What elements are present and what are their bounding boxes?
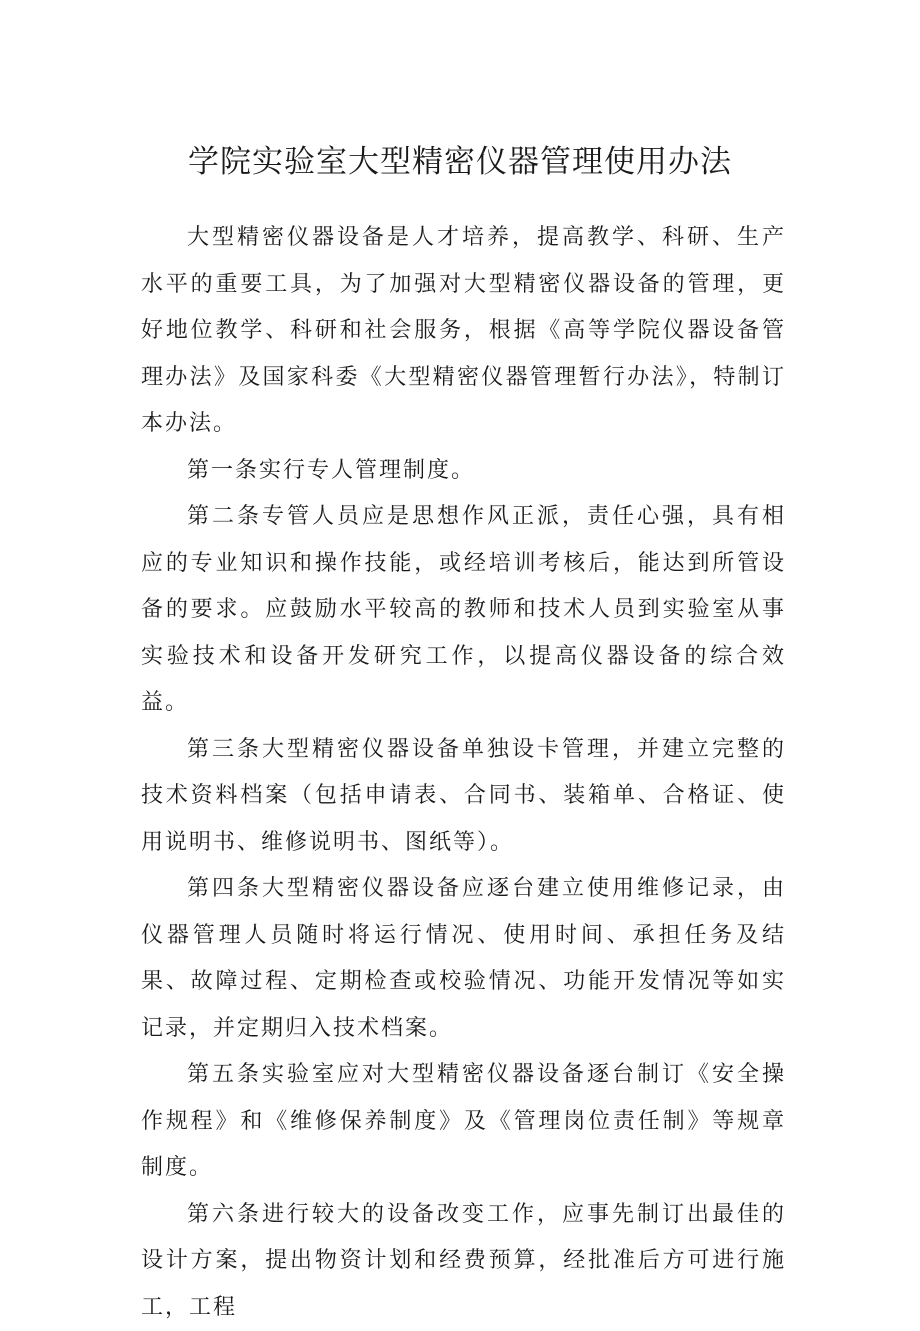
paragraph-article-6: 第六条进行较大的设备改变工作，应事先制订出最佳的设计方案，提出物资计划和经费预算，经批准后方可进行施工，工程 bbox=[141, 1192, 786, 1331]
paragraph-article-5: 第五条实验室应对大型精密仪器设备逐台制订《安全操作规程》和《维修保养制度》及《管理岗位责任制》等规章制度。 bbox=[141, 1052, 786, 1192]
paragraph-article-2: 第二条专管人员应是思想作风正派，责任心强，具有相应的专业知识和操作技能，或经培训考核后，能达到所管设备的要求。应鼓励水平较高的教师和技术人员到实验室从事实验技术和设备开发研究工作，以提高仪器设备的综合效益。 bbox=[141, 494, 786, 727]
document-title: 学院实验室大型精密仪器管理使用办法 bbox=[0, 138, 920, 186]
paragraph-article-1: 第一条实行专人管理制度。 bbox=[141, 448, 786, 495]
paragraph-article-3: 第三条大型精密仪器设备单独设卡管理，并建立完整的技术资料档案（包括申请表、合同书、装箱单、合格证、使用说明书、维修说明书、图纸等）。 bbox=[141, 727, 786, 867]
document-body bbox=[141, 215, 786, 1331]
paragraph-intro: 大型精密仪器设备是人才培养，提高教学、科研、生产水平的重要工具，为了加强对大型精密仪器设备的管理，更好地位教学、科研和社会服务，根据《高等学院仪器设备管理办法》及国家科委《大型精密仪器管理暂行办法》，特制订本办法。 bbox=[141, 215, 786, 448]
paragraph-article-4: 第四条大型精密仪器设备应逐台建立使用维修记录，由仪器管理人员随时将运行情况、使用时间、承担任务及结果、故障过程、定期检查或校验情况、功能开发情况等如实记录，并定期归入技术档案。 bbox=[141, 866, 786, 1052]
